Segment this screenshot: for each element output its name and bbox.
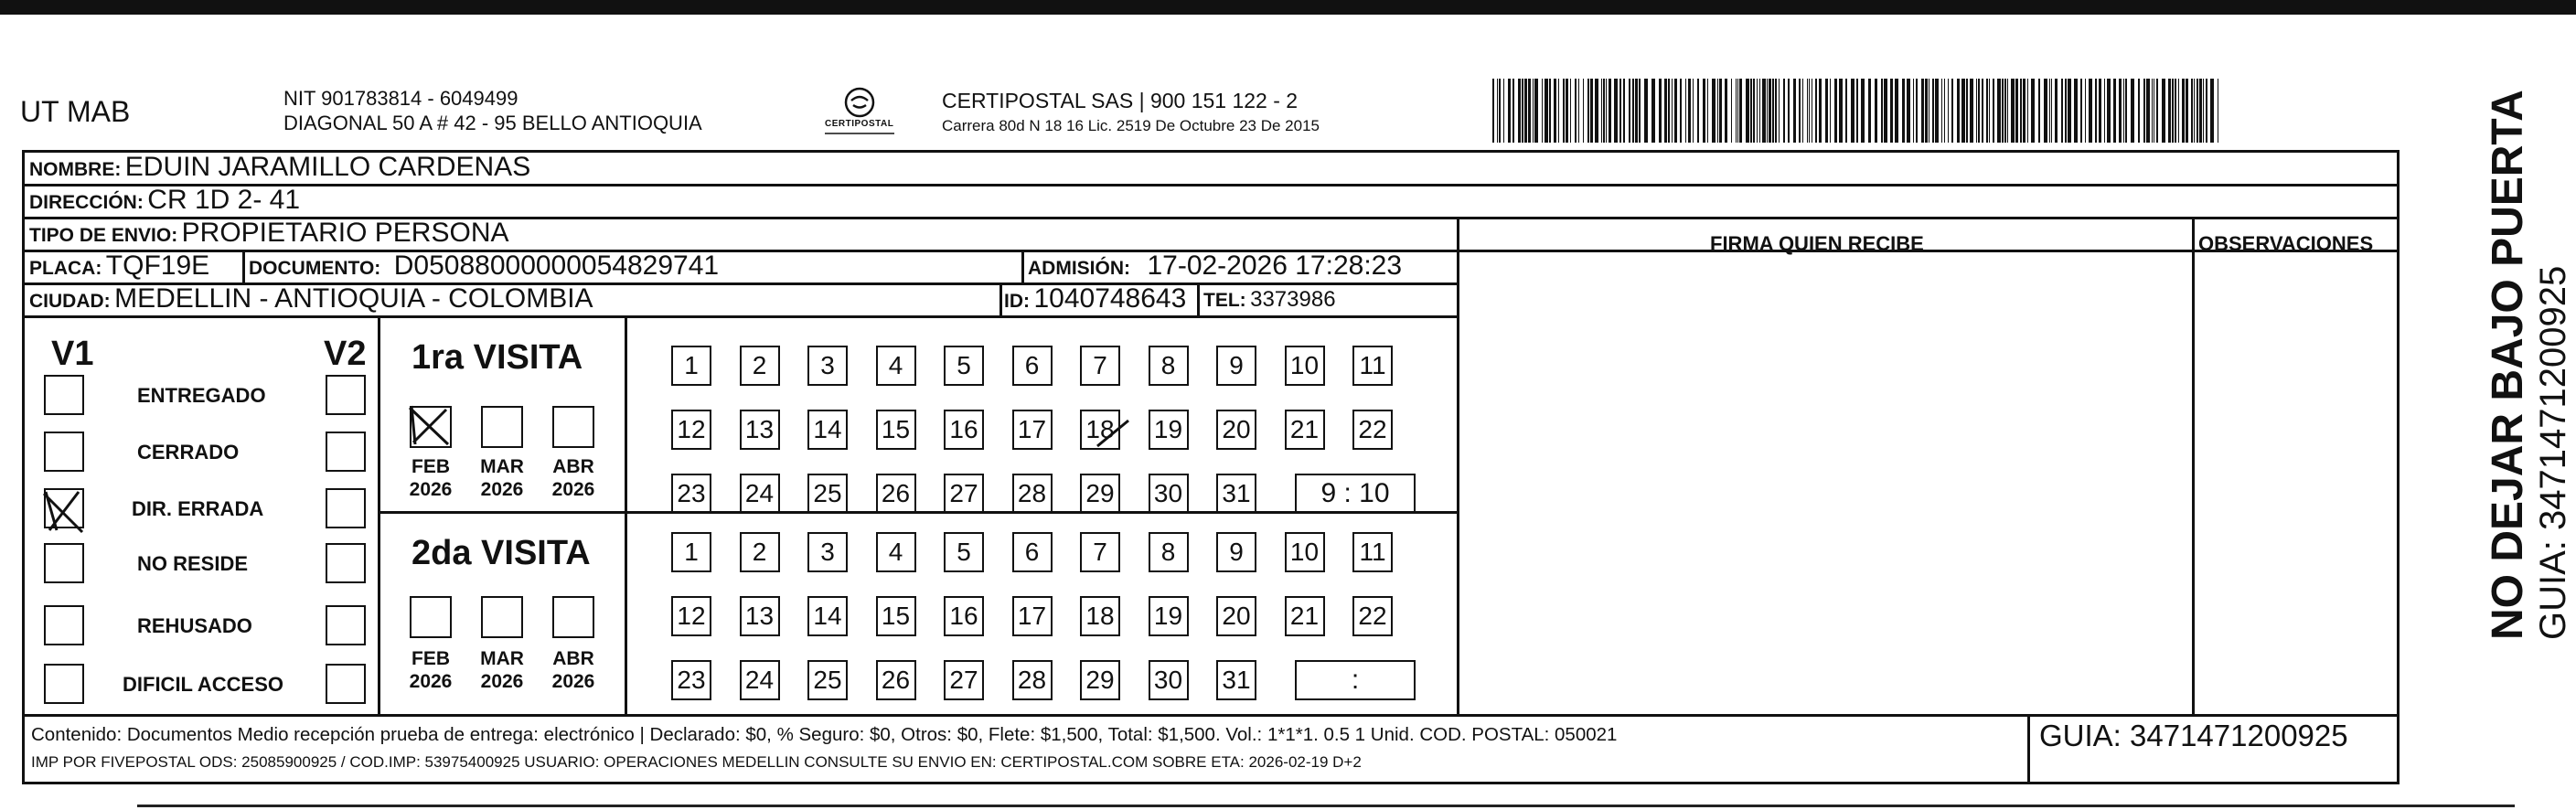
- day-box[interactable]: 29: [1080, 474, 1120, 514]
- tipo-envio-field: [29, 218, 509, 249]
- day-box[interactable]: 16: [944, 410, 984, 450]
- direccion-value: CR 1D 2- 41: [147, 185, 301, 215]
- address-line: DIAGONAL 50 A # 42 - 95 BELLO ANTIOQUIA: [283, 112, 702, 134]
- month-label: [470, 647, 534, 693]
- v2-label: V2: [324, 335, 367, 373]
- day-box[interactable]: 23: [671, 474, 711, 514]
- tel-label: TEL:: [1203, 290, 1246, 311]
- day-box[interactable]: 5: [944, 532, 984, 572]
- month-year: 2026: [480, 479, 524, 500]
- day-box[interactable]: 28: [1012, 474, 1053, 514]
- day-box[interactable]: 25: [807, 474, 848, 514]
- status-label: DIR. ERRADA: [132, 497, 264, 520]
- status-v1-checkbox[interactable]: [44, 432, 84, 472]
- day-box[interactable]: 17: [1012, 410, 1053, 450]
- nombre-label: NOMBRE:: [29, 159, 122, 180]
- day-box[interactable]: 19: [1149, 596, 1189, 636]
- day-box[interactable]: 18: [1080, 596, 1120, 636]
- day-box[interactable]: 2: [740, 532, 780, 572]
- day-box[interactable]: 8: [1149, 532, 1189, 572]
- month-year: 2026: [409, 479, 453, 500]
- company-info: [283, 86, 702, 135]
- id-label: ID:: [1004, 291, 1030, 312]
- month-label: [399, 647, 463, 693]
- day-box[interactable]: 20: [1216, 596, 1256, 636]
- day-box[interactable]: 3: [807, 346, 848, 386]
- day-box[interactable]: 15: [876, 596, 916, 636]
- day-box[interactable]: 24: [740, 660, 780, 700]
- day-box[interactable]: 9: [1216, 346, 1256, 386]
- status-label: REHUSADO: [137, 614, 252, 637]
- month-year: 2026: [551, 671, 595, 692]
- day-box[interactable]: 13: [740, 596, 780, 636]
- status-v2-checkbox[interactable]: [326, 664, 366, 704]
- month-name: FEB: [412, 648, 450, 669]
- day-box[interactable]: 7: [1080, 532, 1120, 572]
- status-v2-checkbox[interactable]: [326, 488, 366, 528]
- admision-label: ADMISIÓN:: [1028, 258, 1130, 279]
- day-box[interactable]: 7: [1080, 346, 1120, 386]
- day-box[interactable]: 21: [1285, 596, 1325, 636]
- month-name: ABR: [552, 456, 594, 477]
- day-box[interactable]: 8: [1149, 346, 1189, 386]
- nit-line: NIT 901783814 - 6049499: [283, 87, 518, 110]
- side-notice: [2483, 90, 2574, 640]
- day-box[interactable]: 11: [1352, 346, 1393, 386]
- day-box[interactable]: 4: [876, 346, 916, 386]
- ciudad-value: MEDELLIN - ANTIOQUIA - COLOMBIA: [114, 283, 593, 314]
- day-box[interactable]: 29: [1080, 660, 1120, 700]
- month-name: MAR: [480, 456, 524, 477]
- day-box[interactable]: 21: [1285, 410, 1325, 450]
- top-edge: [0, 0, 2576, 15]
- documento-field: [249, 250, 719, 282]
- placa-value: TQF19E: [105, 250, 210, 281]
- status-v2-checkbox[interactable]: [326, 605, 366, 645]
- day-box[interactable]: 19: [1149, 410, 1189, 450]
- carrier-info: [942, 88, 1320, 139]
- direccion-label: DIRECCIÓN:: [29, 192, 144, 213]
- bottom-rule: [137, 805, 2515, 807]
- dir-errada-v1-mark: [37, 485, 91, 539]
- day-box[interactable]: 24: [740, 474, 780, 514]
- day-box[interactable]: 11: [1352, 532, 1393, 572]
- ciudad-label: CIUDAD:: [29, 291, 111, 312]
- tel-field: [1203, 287, 1336, 313]
- day-box[interactable]: 22: [1352, 596, 1393, 636]
- company-name: UT MAB: [20, 95, 131, 128]
- status-v2-checkbox[interactable]: [326, 375, 366, 415]
- content-line: Contenido: Documentos Medio recepción prueba de entrega: electrónico | Declarado: $0, % Seguro: $0, Otros: $0, Flete: $1,500, Total: $1,500. Vol.: 1*1*1. 0.5 1 Unid. COD. POSTAL: 050021: [31, 724, 1618, 745]
- status-v1-checkbox[interactable]: [44, 543, 84, 583]
- status-label: NO RESIDE: [137, 552, 249, 575]
- documento-label: DOCUMENTO:: [249, 258, 381, 279]
- admision-field: [1028, 250, 1402, 282]
- month-checkbox-abr[interactable]: [552, 406, 594, 448]
- day-box[interactable]: 3: [807, 532, 848, 572]
- month-label: [399, 455, 463, 501]
- status-label: DIFICIL ACCESO: [123, 673, 284, 696]
- month-checkbox-feb[interactable]: [410, 596, 452, 638]
- print-line: IMP POR FIVEPOSTAL ODS: 25085900925 / COD.IMP: 53975400925 USUARIO: OPERACIONES MEDELLIN CONSULTE SU ENVIO EN: CERTIPOSTAL.COM SOBRE ETA: 2026-02-19 D+2: [31, 753, 1362, 771]
- day-box[interactable]: 5: [944, 346, 984, 386]
- license-line: Carrera 80d N 18 16 Lic. 2519 De Octubre 23 De 2015: [942, 117, 1320, 134]
- tipo-envio-value: PROPIETARIO PERSONA: [181, 218, 509, 248]
- day-box[interactable]: 6: [1012, 532, 1053, 572]
- nombre-value: EDUIN JARAMILLO CARDENAS: [124, 152, 531, 182]
- day-box[interactable]: 12: [671, 596, 711, 636]
- admision-value: 17-02-2026 17:28:23: [1147, 250, 1403, 281]
- ciudad-field: [29, 283, 593, 314]
- guia-number: GUIA: 3471471200925: [2039, 719, 2348, 752]
- tipo-envio-label: TIPO DE ENVIO:: [29, 225, 178, 246]
- barcode: [1492, 79, 2219, 143]
- feb-first-visit-mark: [402, 402, 457, 457]
- status-v2-checkbox[interactable]: [326, 432, 366, 472]
- nombre-field: [29, 152, 530, 183]
- no-dejar-notice: NO DEJAR BAJO PUERTA: [2484, 90, 2532, 640]
- day-box[interactable]: 6: [1012, 346, 1053, 386]
- month-checkbox-mar[interactable]: [481, 406, 523, 448]
- day-box[interactable]: 14: [807, 410, 848, 450]
- logo-text: CERTIPOSTAL: [825, 119, 894, 129]
- carrier-line: CERTIPOSTAL SAS | 900 151 122 - 2: [942, 89, 1299, 112]
- day-box[interactable]: 10: [1285, 532, 1325, 572]
- second-visit-time: :: [1295, 660, 1416, 700]
- month-name: ABR: [552, 648, 594, 669]
- status-v1-checkbox[interactable]: [44, 375, 84, 415]
- month-name: FEB: [412, 456, 450, 477]
- month-checkbox-mar[interactable]: [481, 596, 523, 638]
- day-box[interactable]: 18: [1080, 410, 1120, 450]
- id-field: [1004, 283, 1186, 314]
- day-box[interactable]: 10: [1285, 346, 1325, 386]
- side-guia: GUIA: 3471471200925: [2533, 265, 2573, 640]
- placa-label: PLACA:: [29, 258, 102, 279]
- day-box[interactable]: 27: [944, 660, 984, 700]
- id-value: 1040748643: [1033, 283, 1187, 314]
- status-label: ENTREGADO: [137, 384, 266, 407]
- month-year: 2026: [480, 671, 524, 692]
- day-box[interactable]: 1: [671, 532, 711, 572]
- day-box[interactable]: 12: [671, 410, 711, 450]
- month-label: [541, 647, 605, 693]
- month-year: 2026: [409, 671, 453, 692]
- day-box[interactable]: 2: [740, 346, 780, 386]
- day-box[interactable]: 31: [1216, 474, 1256, 514]
- day-box[interactable]: 15: [876, 410, 916, 450]
- second-visit-label: 2da VISITA: [412, 534, 591, 572]
- observaciones-label: OBSERVACIONES: [2198, 232, 2374, 255]
- status-v1-checkbox[interactable]: [44, 605, 84, 645]
- day-box[interactable]: 13: [740, 410, 780, 450]
- status-v2-checkbox[interactable]: [326, 543, 366, 583]
- day-box[interactable]: 28: [1012, 660, 1053, 700]
- certipostal-logo: [821, 82, 898, 148]
- first-visit-label: 1ra VISITA: [412, 338, 583, 377]
- day-18-mark: [1092, 413, 1136, 453]
- day-box[interactable]: 17: [1012, 596, 1053, 636]
- day-box[interactable]: 4: [876, 532, 916, 572]
- day-box[interactable]: 14: [807, 596, 848, 636]
- day-box[interactable]: 27: [944, 474, 984, 514]
- status-v1-checkbox[interactable]: [44, 664, 84, 704]
- day-box[interactable]: 26: [876, 474, 916, 514]
- v1-label: V1: [51, 335, 94, 373]
- day-box[interactable]: 25: [807, 660, 848, 700]
- month-checkbox-abr[interactable]: [552, 596, 594, 638]
- day-box[interactable]: 31: [1216, 660, 1256, 700]
- first-visit-time: 9 : 10: [1295, 474, 1416, 514]
- month-label: [541, 455, 605, 501]
- day-box[interactable]: 30: [1149, 474, 1189, 514]
- tel-value: 3373986: [1250, 287, 1336, 312]
- day-box[interactable]: 26: [876, 660, 916, 700]
- day-box[interactable]: 23: [671, 660, 711, 700]
- month-name: MAR: [480, 648, 524, 669]
- day-box[interactable]: 20: [1216, 410, 1256, 450]
- day-box[interactable]: 22: [1352, 410, 1393, 450]
- month-label: [470, 455, 534, 501]
- day-box[interactable]: 1: [671, 346, 711, 386]
- day-box[interactable]: 16: [944, 596, 984, 636]
- month-year: 2026: [551, 479, 595, 500]
- day-box[interactable]: 9: [1216, 532, 1256, 572]
- status-label: CERRADO: [137, 441, 240, 464]
- firma-label: FIRMA QUIEN RECIBE: [1710, 232, 1924, 255]
- documento-value: D05088000000054829741: [393, 250, 720, 281]
- placa-field: [29, 250, 209, 282]
- day-box[interactable]: 30: [1149, 660, 1189, 700]
- direccion-field: [29, 185, 300, 216]
